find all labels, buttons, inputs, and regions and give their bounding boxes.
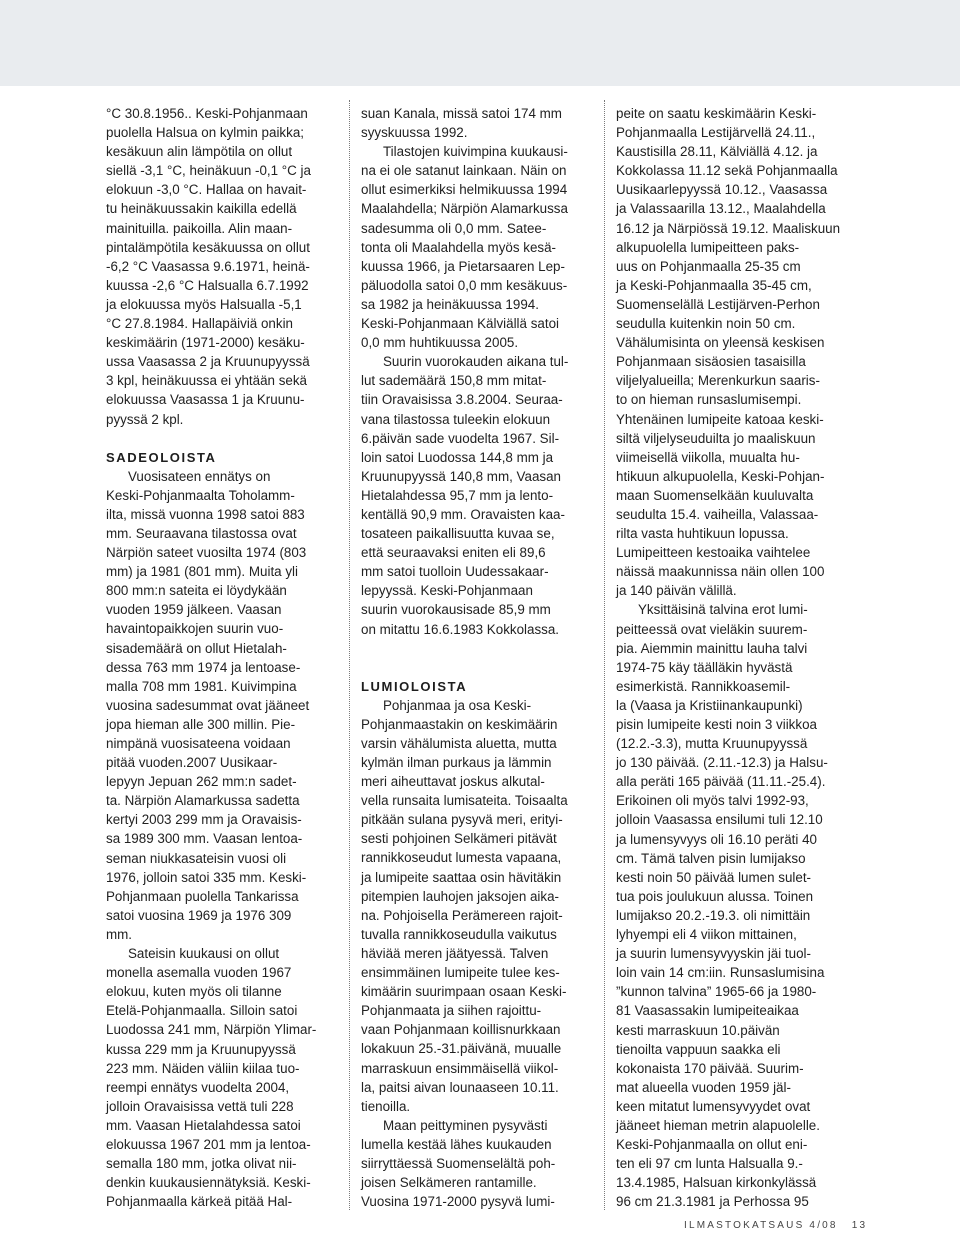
text-line: lepyyn Jepuan 262 mm:n sadet- bbox=[106, 774, 297, 790]
text-line: Keski-Pohjanmaalta Toholamm- bbox=[106, 487, 295, 503]
text-line: kylmän ilman purkaus ja lämmin bbox=[361, 755, 552, 770]
text-line: to on hieman runsaslumisempi. bbox=[616, 392, 802, 408]
text-line: Kokkolassa 11.12 sekä Pohjanmaalla bbox=[616, 163, 838, 179]
text-line: tuvalla rannikkoseudulla vaikutus bbox=[361, 926, 557, 942]
text-line: peite on saatu keskimäärin Keski- bbox=[616, 106, 817, 121]
text-line: Uusikaarlepyyssä 10.12., Vaasassa bbox=[616, 182, 828, 198]
text-line: cm. Tämä talven pisin lumijakso bbox=[616, 850, 806, 866]
text-line: Kaustisilla 28.11, Kälviällä 4.12. ja bbox=[616, 144, 818, 160]
paragraph bbox=[361, 1116, 593, 1211]
text-line: ensimmäinen lumipeite tulee kes- bbox=[361, 965, 560, 981]
text-line: 800 mm:n sateita ei löydykään bbox=[106, 583, 287, 599]
column-divider bbox=[349, 100, 350, 1210]
text-line: varsin vähälumista aluetta, mutta bbox=[361, 735, 557, 751]
text-line: ja elokuussa myös Halsualla -5,1 bbox=[106, 296, 302, 312]
text-line: puolella Halsua on kylmin paikka; bbox=[106, 125, 304, 141]
text-line: reempi ennätys vuodelta 2004, bbox=[106, 1079, 290, 1095]
paragraph bbox=[106, 467, 338, 944]
text-column-2 bbox=[361, 104, 593, 1211]
text-line: pintalämpötila kesäkuussa on ollut bbox=[106, 239, 310, 255]
text-line: uus on Pohjanmaalla 25-35 cm bbox=[616, 258, 801, 274]
text-line: keen mitatut lumensyvyydet ovat bbox=[616, 1098, 811, 1114]
text-line: kesti marraskuun 10.päivän bbox=[616, 1022, 780, 1038]
text-line: keskimäärin (1971-2000) kesäku- bbox=[106, 335, 305, 351]
text-line: elokuu, kuten myös oli tilanne bbox=[106, 984, 282, 1000]
text-line: suurin vuorokausisade 85,9 mm bbox=[361, 602, 551, 618]
text-line: ja Keski-Pohjanmaalla 35-45 cm, bbox=[616, 277, 812, 293]
text-line: tonta oli Maalahdella myös kesä- bbox=[361, 239, 557, 255]
paragraph bbox=[361, 142, 593, 352]
text-line: vella runsaita lumisateita. Toisaalta bbox=[361, 793, 568, 809]
text-line: lumijakso 20.2.-19.3. oli nimittäin bbox=[616, 907, 811, 923]
text-line: meri aiheuttavat joskus alkutal- bbox=[361, 774, 545, 790]
text-line: jopa hieman alle 300 millin. Pie- bbox=[106, 716, 296, 732]
text-line: lokakuun 25.-31.päivänä, muualle bbox=[361, 1041, 562, 1057]
text-line: Hietalahdessa 95,7 mm ja lento- bbox=[361, 487, 554, 503]
text-line: tienoilta vappuun saakka eli bbox=[616, 1041, 781, 1057]
text-line: sisademäärä on ollut Hietalah- bbox=[106, 640, 287, 656]
page-number: 13 bbox=[851, 1220, 868, 1231]
text-line: Pohjanmaan puolella Tankarissa bbox=[106, 888, 299, 904]
text-line: Maalahdella; Närpiön Alamarkussa bbox=[361, 201, 568, 217]
text-line: jo 130 päivää. (2.11.-12.3) ja Halsu- bbox=[616, 755, 828, 771]
text-line: viljelyalueilla; Merenkurkun saaris- bbox=[616, 373, 820, 389]
text-line: ten eli 97 cm lunta Halsualla 9.- bbox=[616, 1156, 803, 1172]
text-line: 81 Vaasassakin lumipeiteaikaa bbox=[616, 1003, 799, 1019]
text-line: pitempien lauhojen jaksojen aika- bbox=[361, 888, 560, 904]
text-line: häviää meren jäätyessä. Talven bbox=[361, 945, 549, 961]
text-line: lut sademäärä 150,8 mm mitat- bbox=[361, 373, 547, 389]
text-line: siellä -3,1 °C, heinäkuun -0,1 °C ja bbox=[106, 163, 311, 179]
text-line: tu heinäkuussakin kaikilla edellä bbox=[106, 201, 297, 217]
text-line: Suurin vuorokauden aikana tul- bbox=[383, 354, 569, 370]
text-line: esimerkistä. Rannikkoasemil- bbox=[616, 678, 791, 694]
text-line: tiin Oravaisissa 3.8.2004. Seuraa- bbox=[361, 392, 563, 408]
text-line: ja lumensyvyys oli 16.10 peräti 40 bbox=[616, 831, 817, 847]
text-line: lepyyssä. Keski-Pohjanmaan bbox=[361, 583, 533, 599]
text-line: tua pois joulukuun alussa. Toinen bbox=[616, 888, 814, 904]
text-line: kimäärin suurimpaan osaan Keski- bbox=[361, 984, 567, 1000]
text-line: kokonaista 170 päivää. Suurim- bbox=[616, 1060, 804, 1076]
text-line: mm) ja 1981 (801 mm). Muita yli bbox=[106, 564, 298, 580]
text-line: satoi vuosina 1969 ja 1976 309 bbox=[106, 907, 292, 923]
text-line: (12.2.-3.3), mutta Kruunupyyssä bbox=[616, 736, 808, 752]
publication-name: ILMASTOKATSAUS 4/08 bbox=[684, 1220, 838, 1231]
text-line: mat alueella vuoden 1959 jäl- bbox=[616, 1079, 791, 1095]
text-line: elokuussa Vaasassa 1 ja Kruunu- bbox=[106, 392, 305, 408]
text-line: 0,0 mm huhtikuussa 2005. bbox=[361, 335, 519, 351]
text-line: Yksittäisinä talvina erot lumi- bbox=[638, 602, 808, 618]
text-line: loin satoi Luodossa 144,8 mm ja bbox=[361, 449, 554, 465]
text-line: ilta, missä vuonna 1998 satoi 883 bbox=[106, 506, 305, 522]
text-line: htikuun alkupuolella, Keski-Pohjan- bbox=[616, 468, 825, 484]
text-line: kesti noin 50 päivää lumen sulet- bbox=[616, 869, 812, 885]
text-line: ussa Vaasassa 2 ja Kruunupyyssä bbox=[106, 354, 310, 370]
text-line: marraskuun ensimmäisellä viikol- bbox=[361, 1060, 559, 1076]
text-line: Luodossa 241 mm, Närpiön Ylimar- bbox=[106, 1022, 317, 1038]
text-line: Etelä-Pohjanmaalla. Silloin satoi bbox=[106, 1003, 298, 1019]
text-line: maan Suomenselkään kuuluvalta bbox=[616, 487, 814, 503]
text-line: ollut esimerkiksi helmikuussa 1994 bbox=[361, 182, 568, 198]
column-divider bbox=[604, 100, 605, 1210]
paragraph bbox=[106, 104, 338, 429]
text-line: Pohjanmaalla Lestijärvellä 24.11., bbox=[616, 125, 816, 141]
text-line: la (Vaasa ja Kristiinankaupunki) bbox=[616, 697, 803, 713]
text-line: pitää vuoden.2007 Uusikaar- bbox=[106, 755, 278, 771]
text-line: ja suurin lumensyvyyskin jäi tuol- bbox=[616, 946, 811, 962]
text-line: 1976, jolloin satoi 335 mm. Keski- bbox=[106, 869, 307, 885]
paragraph bbox=[361, 104, 593, 142]
text-line: dessa 763 mm 1974 ja lentoase- bbox=[106, 659, 301, 675]
text-line: ja Valassaarilla 13.12., Maalahdella bbox=[616, 201, 826, 217]
text-line: 16.12 ja Närpiössä 19.12. Maaliskuun bbox=[616, 220, 841, 236]
text-line: kentällä 90,9 mm. Oravaisten kaa- bbox=[361, 506, 565, 522]
text-line: denkin kuukausiennätyksiä. Keski- bbox=[106, 1175, 311, 1191]
text-line: jolloin Oravaisissa vettä tuli 228 bbox=[106, 1098, 294, 1114]
text-line: Vuosisateen ennätys on bbox=[128, 468, 271, 484]
text-line: Erikoinen oli myös talvi 1992-93, bbox=[616, 793, 809, 809]
text-line: tienoilla. bbox=[361, 1098, 411, 1114]
text-line: Vähälumisinta on yleensä keskisen bbox=[616, 335, 825, 351]
text-line: tosateen paikallisuutta kuvaa se, bbox=[361, 526, 555, 542]
text-line: vana tilastossa tuleekin elokuun bbox=[361, 411, 551, 427]
text-line: Keski-Pohjanmaan Kälviällä satoi bbox=[361, 316, 559, 332]
text-line: alla peräti 165 päivää (11.11.-25.4). bbox=[616, 774, 826, 790]
text-line: kuussa -2,6 °C Halsualla 6.7.1992 bbox=[106, 277, 309, 293]
text-line: rilta vasta huhtikuun lopussa. bbox=[616, 526, 789, 542]
text-line: kesäkuun alin lämpötila on ollut bbox=[106, 144, 293, 160]
paragraph bbox=[616, 104, 852, 600]
text-line: na. Pohjoisella Perämereen rajoit- bbox=[361, 907, 563, 923]
text-line: mm. Vaasan Hietalahdessa satoi bbox=[106, 1117, 301, 1133]
paragraph bbox=[361, 696, 593, 1116]
text-line: kuussa 1966, ja Pietarsaaren Lep- bbox=[361, 258, 565, 274]
text-line: suan Kanala, missä satoi 174 mm bbox=[361, 106, 562, 121]
text-line: Pohjanmaastakin on keskimäärin bbox=[361, 716, 558, 732]
text-line: pyyssä 2 kpl. bbox=[106, 411, 184, 427]
text-line: Lumipeitteen kestoaika vaihtelee bbox=[616, 545, 811, 561]
text-line: vuosina sadesummat ovat jääneet bbox=[106, 697, 310, 713]
text-line: elokuun -3,0 °C. Hallaa on havait- bbox=[106, 182, 307, 198]
text-line: siirryttäessä Suomenselältä poh- bbox=[361, 1155, 556, 1171]
text-line: lumella kestää lähes kuukauden bbox=[361, 1136, 552, 1152]
text-line: Maan peittyminen pysyvästi bbox=[383, 1117, 548, 1133]
text-line: 96 cm 21.3.1981 ja Perhossa 95 bbox=[616, 1194, 809, 1210]
text-line: jääneet hieman metrin alapuolelle. bbox=[616, 1117, 820, 1133]
text-line: vuoden 1959 jälkeen. Vaasan bbox=[106, 602, 282, 618]
text-line: 13.4.1985, Halsuan kirkonkylässä bbox=[616, 1175, 817, 1191]
text-line: nimpänä vuosisateena voidaan bbox=[106, 736, 291, 751]
text-line: semalla 180 mm, jotka olivat nii- bbox=[106, 1156, 297, 1172]
text-line: syyskuussa 1992. bbox=[361, 125, 468, 141]
text-line: na ei ole satanut lainkaan. Näin on bbox=[361, 163, 567, 179]
text-line: Närpiön sateet vuosilta 1974 (803 bbox=[106, 545, 307, 561]
text-line: rannikkoseudut lumesta vapaana, bbox=[361, 850, 562, 866]
text-line: 1974-75 käy täälläkin hyvästä bbox=[616, 659, 793, 675]
text-line: ja lumipeite saattaa osin hävitäkin bbox=[361, 869, 562, 885]
text-line: Kruunupyyssä 140,8 mm, Vaasan bbox=[361, 468, 561, 484]
text-line: ”kunnon talvina” 1965-66 ja 1980- bbox=[616, 984, 817, 1000]
text-line: näissä maakunnissa näin ollen 100 bbox=[616, 564, 825, 580]
text-line: havaintopaikkojen suurin vuo- bbox=[106, 621, 284, 637]
text-line: Sateisin kuukausi on ollut bbox=[128, 946, 280, 962]
text-line: °C 30.8.1956.. Keski-Pohjanmaan bbox=[106, 106, 308, 121]
text-line: että seuraavaksi eniten eli 89,6 bbox=[361, 545, 546, 561]
text-line: mm. bbox=[106, 926, 133, 942]
paragraph bbox=[361, 352, 593, 638]
text-line: sa 1989 300 mm. Vaasan lentoa- bbox=[106, 831, 303, 847]
text-line: mainituilla. paikoilla. Alin maan- bbox=[106, 220, 293, 236]
text-line: °C 27.8.1984. Hallapäiviä onkin bbox=[106, 316, 293, 332]
text-line: alkupuolella lumipeitteen paks- bbox=[616, 239, 800, 255]
text-line: Pohjanmaan sisäosien tasaisilla bbox=[616, 354, 806, 370]
text-line: pia. Aiemmin mainittu lauha talvi bbox=[616, 640, 808, 656]
paragraph bbox=[616, 600, 852, 1211]
text-line: la, paitsi aivan lounaaseen 10.11. bbox=[361, 1079, 559, 1095]
text-line: seudulta 15.4. vaiheilla, Valassaa- bbox=[616, 506, 819, 522]
text-line: pisin lumipeite kesti noin 3 viikkoa bbox=[616, 717, 817, 732]
text-line: siltä viljelyseuduilta jo maaliskuun bbox=[616, 430, 816, 446]
text-line: Keski-Pohjanmaalla on ollut eni- bbox=[616, 1137, 808, 1153]
text-line: Yhtenäinen lumipeite katoaa keski- bbox=[616, 411, 824, 427]
text-line: elokuussa 1967 201 mm ja lentoa- bbox=[106, 1136, 311, 1152]
text-line: peitteessä ovat vieläkin suurem- bbox=[616, 621, 808, 637]
text-line: seudulla kuitenkin noin 50 cm. bbox=[616, 316, 796, 332]
text-line: Pohjanmaalla kärkeä pitää Hal- bbox=[106, 1194, 293, 1210]
text-line: Pohjanmaata ja siihen rajoittu- bbox=[361, 1003, 542, 1019]
text-line: Tilastojen kuivimpina kuukausi- bbox=[383, 144, 568, 160]
text-line: kertyi 2003 299 mm ja Oravaisis- bbox=[106, 812, 302, 828]
text-line: mm. Seuraavana tilastossa ovat bbox=[106, 525, 297, 541]
page-footer bbox=[684, 1220, 867, 1231]
text-line: mm satoi tuolloin Uudessakaar- bbox=[361, 564, 549, 580]
text-line: sadesumma oli 0,0 mm. Sateе- bbox=[361, 220, 547, 236]
text-line: päluodolla satoi 0,0 mm kesäkuus- bbox=[361, 277, 568, 293]
text-line: ta. Närpiön Alamarkussa sadetta bbox=[106, 793, 300, 809]
text-column-1 bbox=[106, 104, 338, 1211]
text-line: pitkään sulana pysyvä meri, erityi- bbox=[361, 812, 563, 828]
section-heading-lumioloista: LUMIOLOISTA bbox=[361, 678, 468, 694]
text-line: lyhyempi eli 4 viikon mittainen, bbox=[616, 927, 797, 943]
text-line: Vuosina 1971-2000 pysyvä lumi- bbox=[361, 1194, 555, 1210]
text-line: viimeisellä viikolla, muualta hu- bbox=[616, 449, 800, 465]
text-line: malla 708 mm 1981. Kuivimpina bbox=[106, 678, 297, 694]
text-line: Pohjanmaa ja osa Keski- bbox=[383, 697, 532, 713]
text-line: joisen Selkämeren rantamille. bbox=[361, 1175, 537, 1191]
text-column-3 bbox=[616, 104, 852, 1211]
text-line: kussa 229 mm ja Kruunupyyssä bbox=[106, 1041, 296, 1057]
text-line: loin vain 14 cm:iin. Runsaslumisina bbox=[616, 965, 825, 981]
text-line: on mitattu 16.6.1983 Kokkolassa. bbox=[361, 621, 560, 637]
text-line: jolloin Vaasassa ensilumi tuli 12.10 bbox=[616, 812, 823, 828]
text-line: sesti pohjoinen Selkämeri pitävät bbox=[361, 831, 557, 847]
text-line: Suomenselällä Lestijärven-Perhon bbox=[616, 296, 820, 312]
text-line: seman niukkasateisin vuosi oli bbox=[106, 850, 287, 866]
text-line: 6.päivän sade vuodelta 1967. Sil- bbox=[361, 430, 560, 446]
text-line: vaan Pohjanmaan koillisnurkkaan bbox=[361, 1022, 561, 1038]
text-line: ja 140 päivän välillä. bbox=[616, 583, 737, 599]
text-line: -6,2 °C Vaasassa 9.6.1971, heinä- bbox=[106, 258, 310, 274]
text-line: 223 mm. Näiden väliin kiilaa tuo- bbox=[106, 1060, 300, 1076]
paragraph bbox=[106, 944, 338, 1211]
section-heading-sadeoloista: SADEOLOISTA bbox=[106, 449, 217, 465]
text-line: monella asemalla vuoden 1967 bbox=[106, 965, 292, 981]
text-line: sa 1982 ja heinäkuussa 1994. bbox=[361, 296, 539, 312]
header-band bbox=[0, 0, 960, 86]
text-line: 3 kpl, heinäkuussa ei yhtään sekä bbox=[106, 373, 307, 389]
